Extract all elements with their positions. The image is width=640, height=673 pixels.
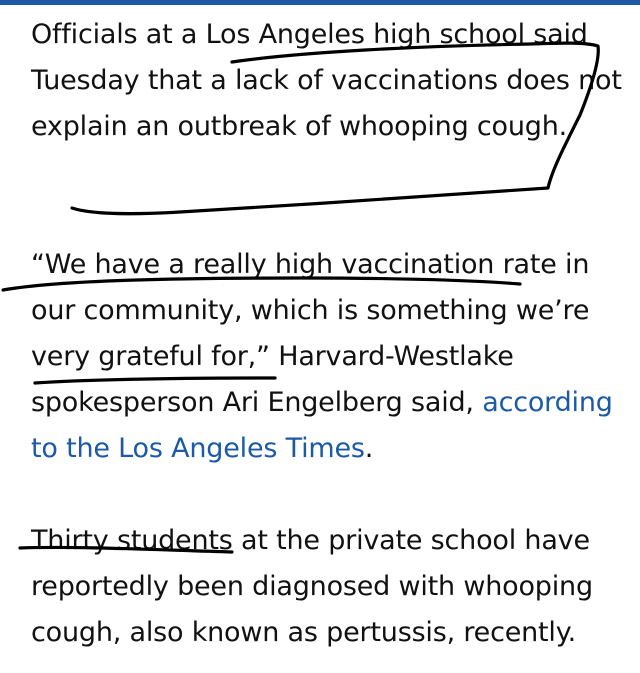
paragraph-students: Thirty students at the private school have reportedly been diagnosed with whooping cough, also known as pertussis, recently. bbox=[31, 525, 593, 648]
quote-period: . bbox=[364, 433, 374, 464]
top-accent-bar bbox=[0, 0, 640, 5]
source-link[interactable]: according to the Los Angeles Times bbox=[31, 387, 613, 464]
quote-text: “We have a really high vaccination rate in our community, which is something we’re very grateful for,” Harvard-Westlake spokesperson Ari Engelberg said, bbox=[31, 249, 590, 418]
paragraph-quote bbox=[31, 242, 631, 472]
paragraph-officials: Officials at a Los Angeles high school said Tuesday that a lack of vaccinations does not explain an outbreak of whooping cough. bbox=[31, 19, 622, 142]
